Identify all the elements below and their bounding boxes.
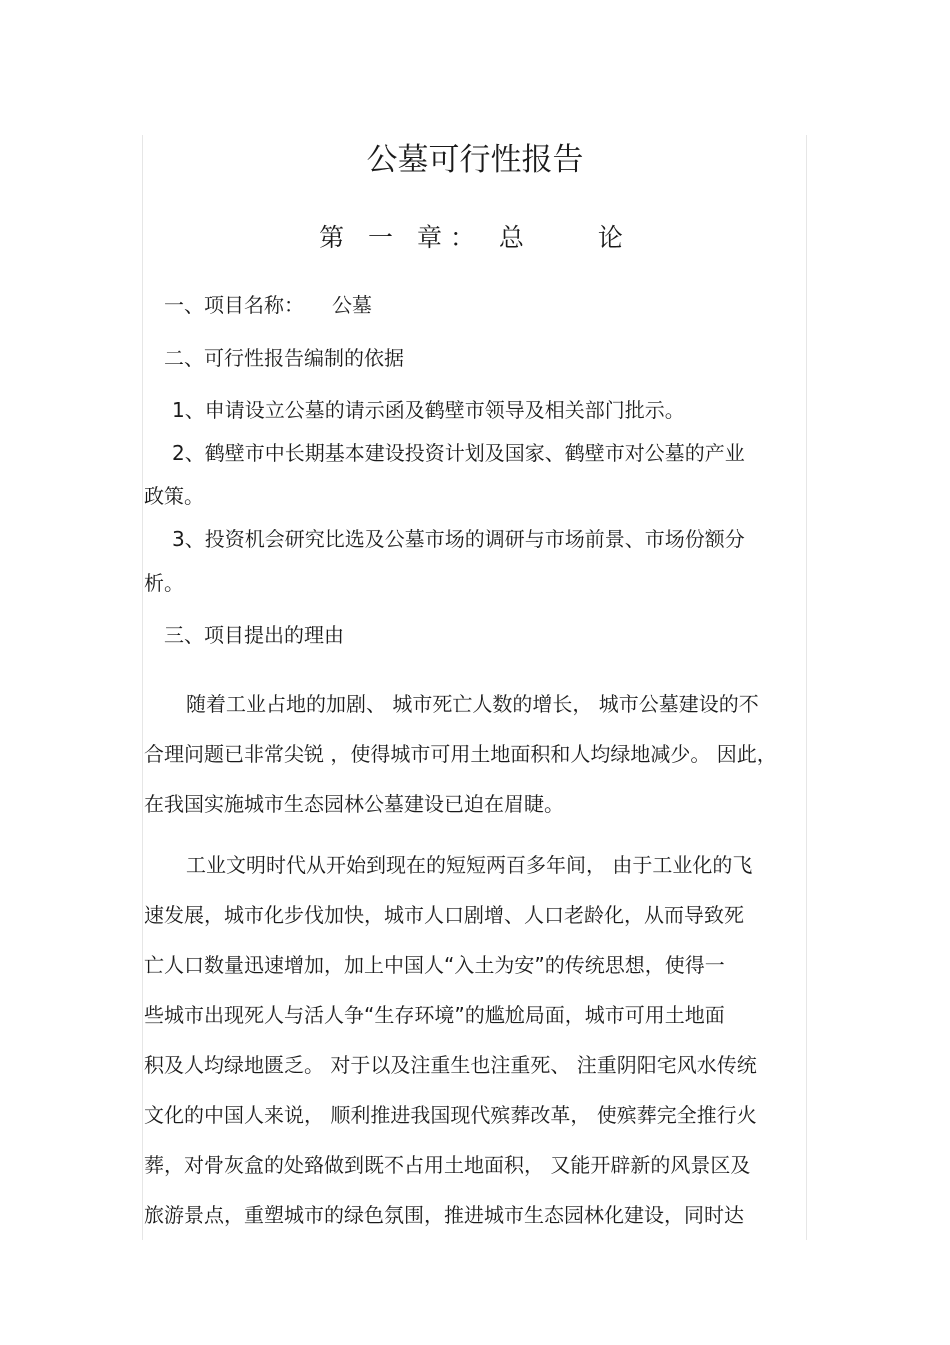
paragraph1-line-2: 合理问题已非常尖锐 ，使得城市可用土地面积和人均绿地减少。 因此， bbox=[144, 742, 777, 766]
section2-item-2-cont: 政策。 bbox=[144, 484, 204, 508]
page-border-right bbox=[806, 135, 807, 1240]
paragraph2-line-8: 旅游景点，重塑城市的绿色氛围，推进城市生态园林化建设，同时达 bbox=[144, 1203, 744, 1227]
section2-heading: 二、可行性报告编制的依据 bbox=[164, 346, 404, 370]
chapter-heading: 第 一 章： 总 论 bbox=[319, 223, 631, 252]
section1-heading: 一、项目名称： bbox=[164, 293, 304, 317]
paragraph2-line-5: 积及人均绿地匮乏。 对于以及注重生也注重死、 注重阴阳宅风水传统 bbox=[144, 1053, 757, 1077]
section1-value: 公墓 bbox=[332, 293, 372, 317]
paragraph2-line-2: 速发展，城市化步伐加快，城市人口剧增、人口老龄化，从而导致死 bbox=[144, 903, 744, 927]
paragraph2-line-4: 些城市出现死人与活人争“生存环境”的尴尬局面，城市可用土地面 bbox=[144, 1003, 725, 1027]
page-border-left bbox=[142, 135, 143, 1240]
section2-item-3: 3、投资机会研究比选及公墓市场的调研与市场前景、市场份额分 bbox=[172, 527, 745, 551]
section2-item-2: 2、鹤壁市中长期基本建设投资计划及国家、鹤壁市对公墓的产业 bbox=[172, 441, 745, 465]
paragraph2-line-6: 文化的中国人来说， 顺利推进我国现代殡葬改革， 使殡葬完全推行火 bbox=[144, 1103, 757, 1127]
paragraph1-line-3: 在我国实施城市生态园林公墓建设已迫在眉睫。 bbox=[144, 792, 564, 816]
paragraph2-line-1: 工业文明时代从开始到现在的短短两百多年间， 由于工业化的飞 bbox=[186, 853, 753, 877]
paragraph1-line-1: 随着工业占地的加剧、 城市死亡人数的增长， 城市公墓建设的不 bbox=[186, 692, 759, 716]
section2-item-1: 1、申请设立公墓的请示函及鹤壁市领导及相关部门批示。 bbox=[172, 398, 685, 422]
paragraph2-line-7: 葬，对骨灰盒的处臵做到既不占用土地面积， 又能开辟新的风景区及 bbox=[144, 1153, 751, 1177]
section2-item-3-cont: 析。 bbox=[144, 571, 184, 595]
section3-heading: 三、项目提出的理由 bbox=[164, 623, 344, 647]
document-title: 公墓可行性报告 bbox=[366, 142, 584, 178]
paragraph2-line-3: 亡人口数量迅速增加，加上中国人“入土为安”的传统思想，使得一 bbox=[144, 953, 725, 977]
